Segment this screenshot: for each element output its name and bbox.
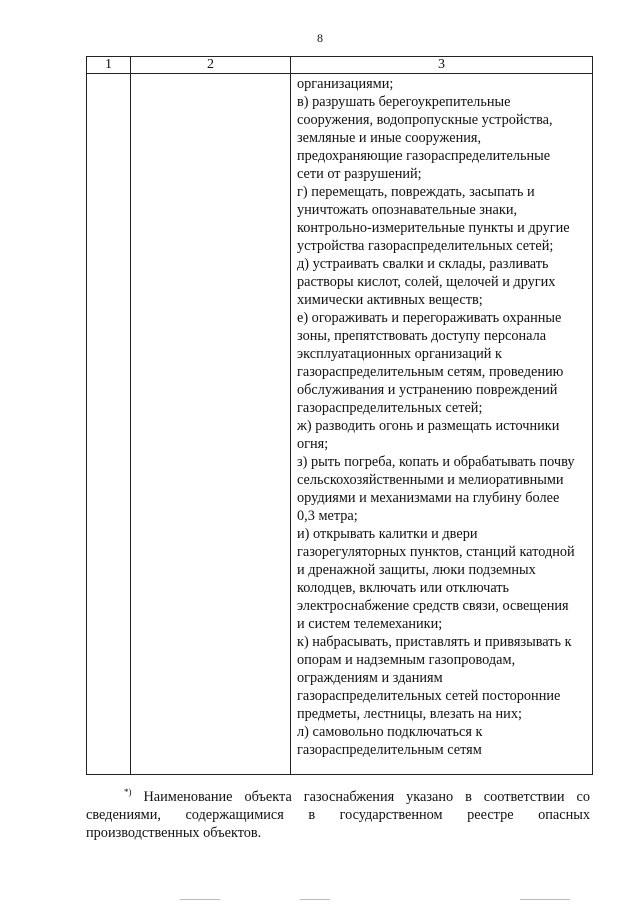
text-line: химически активных веществ; <box>297 292 483 308</box>
text-line: зоны, препятствовать доступу персонала <box>297 328 547 344</box>
footnote-mark: *) <box>124 787 132 797</box>
text-line: к) набрасывать, приставлять и привязывать к <box>297 634 572 650</box>
text-line: предметы, лестницы, влезать на них; <box>297 706 522 722</box>
prohibitions-text <box>291 74 592 759</box>
text-line: газораспределительным сетям <box>297 742 482 758</box>
text-line: ж) разводить огонь и размещать источники <box>297 418 560 434</box>
column-header-1: 1 <box>87 57 131 74</box>
text-line: сооружения, водопропускные устройства, <box>297 112 553 128</box>
text-line: обслуживания и устранению повреждений <box>297 382 558 398</box>
footnote <box>86 783 590 842</box>
table-header-row <box>87 57 593 74</box>
text-line: устройства газораспределительных сетей; <box>297 238 554 254</box>
text-line: уничтожать опознавательные знаки, <box>297 202 518 218</box>
text-line: и систем телемеханики; <box>297 616 443 632</box>
text-line: предохраняющие газораспределительные <box>297 148 551 164</box>
document-table <box>86 56 593 775</box>
scan-artifact <box>300 899 330 900</box>
column-header-3: 3 <box>291 57 593 74</box>
text-line: земляные и иные сооружения, <box>297 130 482 146</box>
text-line: газорегуляторных пунктов, станций катодной <box>297 544 575 560</box>
text-line: контрольно-измерительные пункты и другие <box>297 220 570 236</box>
text-line: з) рыть погреба, копать и обрабатывать почву <box>297 454 575 470</box>
text-line: л) самовольно подключаться к <box>297 724 483 740</box>
text-line: газораспределительных сетей; <box>297 400 483 416</box>
text-line: сельскохозяйственными и мелиоративными <box>297 472 564 488</box>
text-line: эксплуатационных организаций к <box>297 346 502 362</box>
cell-col3 <box>291 74 593 775</box>
text-line: и дренажной защиты, люки подземных <box>297 562 536 578</box>
text-line: 0,3 метра; <box>297 508 358 524</box>
footnote-line-2: сведениями, содержащимися в государственном реестре опасных <box>86 806 590 823</box>
footnote-line-3: производственных объектов. <box>86 824 262 841</box>
text-line: сети от разрушений; <box>297 166 422 182</box>
text-line: газораспределительных сетей посторонние <box>297 688 561 704</box>
text-line: огня; <box>297 436 329 452</box>
text-line: электроснабжение средств связи, освещения <box>297 598 569 614</box>
text-line: опорам и надземным газопроводам, <box>297 652 516 668</box>
text-line: газораспределительным сетям, проведению <box>297 364 564 380</box>
text-line: орудиями и механизмами на глубину более <box>297 490 560 506</box>
text-line: д) устраивать свалки и склады, разливать <box>297 256 549 272</box>
cell-col2 <box>131 74 291 775</box>
text-line: растворы кислот, солей, щелочей и других <box>297 274 556 290</box>
text-line: ограждениям и зданиям <box>297 670 443 686</box>
text-line: организациями; <box>297 76 394 92</box>
scan-artifact <box>180 899 220 900</box>
text-line: в) разрушать берегоукрепительные <box>297 94 511 110</box>
table-row <box>87 74 593 775</box>
footnote-line-1 <box>86 783 590 806</box>
text-line: г) перемещать, повреждать, засыпать и <box>297 184 535 200</box>
text-line: е) огораживать и перегораживать охранные <box>297 310 562 326</box>
cell-col1 <box>87 74 131 775</box>
text-line: колодцев, включать или отключать <box>297 580 510 596</box>
page-number: 8 <box>317 31 323 45</box>
footnote-text-1: Наименование объекта газоснабжения указано в соответствии со <box>143 788 591 805</box>
text-line: и) открывать калитки и двери <box>297 526 478 542</box>
scan-artifact <box>520 899 570 900</box>
column-header-2: 2 <box>131 57 291 74</box>
